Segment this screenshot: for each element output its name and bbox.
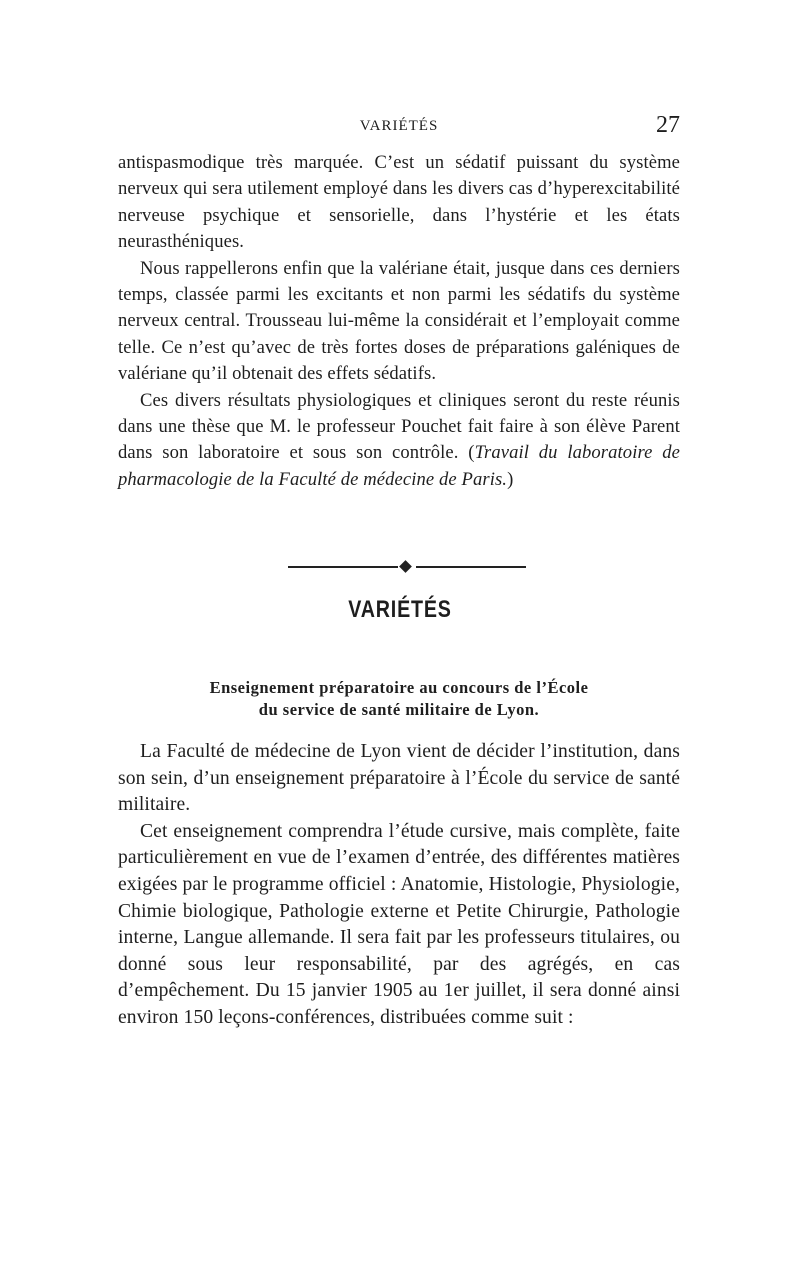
closing-parenthesis: ) (507, 468, 514, 490)
reference-citation: Travail du laboratoire de pharmacologie de la Faculté de médecine de Paris. (118, 442, 680, 490)
paragraph: La Faculté de médecine de Lyon vient de décider l’institution, dans son sein, d’un enseignement préparatoire à l’École du service de santé militaire. (118, 741, 680, 816)
paragraph-text: Ces divers résultats physiologiques et cliniques seront du reste réunis dans une thèse que M. le professeur Pouchet fait faire à son élève Parent dans son laboratoire et sous son contrôle. ( (118, 389, 680, 464)
bottom-text-block (118, 739, 680, 1032)
running-head (118, 112, 680, 140)
page-number: 27 (656, 112, 680, 138)
diamond-ornament-icon (399, 560, 412, 573)
paragraph: antispasmodique très marquée. C’est un sédatif puissant du système nerveux qui sera utilement employé dans les divers cas d’hyperexcitabilité nerveuse psychique et sensorielle, dans l’hystérie et les états neurasthéniques. (118, 152, 680, 253)
paragraph: Nous rappellerons enfin que la valériane était, jusque dans ces derniers temps, classée parmi les excitants et non parmi les sédatifs du système nerveux central. Trousseau lui-même la considérait et l’employait comme telle. Ce n’est qu’avec de très fortes doses de préparations galéniques de valériane qu’il obtenait des effets sédatifs. (118, 257, 680, 385)
top-text-block (118, 150, 680, 493)
section-divider (288, 560, 526, 574)
subheading-line: du service de santé militaire de Lyon. (258, 700, 540, 719)
subheading-line: Enseignement préparatoire au concours de l’École (209, 678, 589, 697)
divider-rule-right (416, 566, 526, 568)
divider-rule-left (288, 566, 398, 568)
paragraph-with-reference (118, 388, 680, 494)
paragraph: Cet enseignement comprendra l’étude cursive, mais complète, faite particulièrement en vue de l’examen d’entrée, des différentes matières exigées par le programme officiel : Anatomie, Histologie, Physiologie, Chimie biologique, Pathologie externe et Petite Chirurgie, Pathologie interne, Langue allemande. Il sera fait par les professeurs titulaires, ou donné sous leur responsabilité, par des agrégés, en cas d’empêchement. Du 15 janvier 1905 au 1er juillet, il sera donné ainsi environ 150 leçons-conférences, distribuées comme suit : (118, 820, 680, 1028)
running-title: VARIÉTÉS (359, 118, 439, 134)
section-title: VARIÉTÉS (348, 596, 452, 623)
article-subheading (118, 677, 680, 721)
